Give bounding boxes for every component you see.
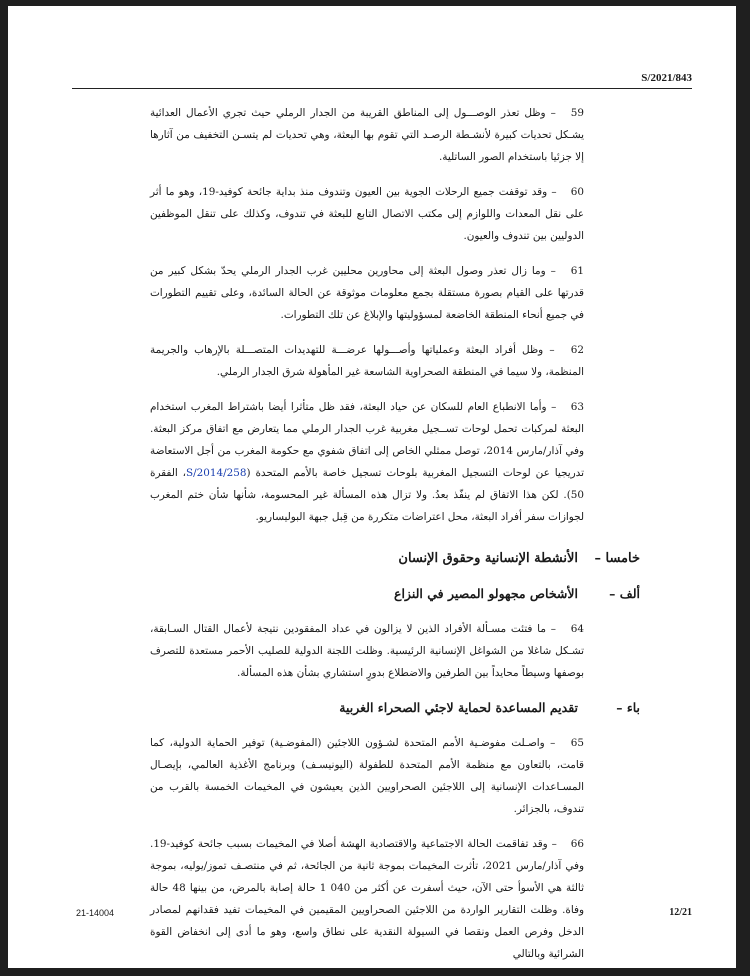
paragraph-63: 63 – وأما الانطباع العام للسكان عن حياد البعثة، فقد ظل متأثرا أيضا باشتراط المغرب استخدام البعثة لمركبات تحمل لوحات تســجيل مغربية غرب الجدار الرملي مما يتعارض مع اتفاق مركز البعثة. وفي آذار/مارس 2014، توصل ممثلي الخاص إلى اتفاق شفوي مع حكومة المغرب من أجل الاستعاضة تدريجيا عن لوحات التسجيل المغربية بلوحات تسجيل خاصة بالأمم المتحدة (S/2014/258، الفقرة 50). لكن هذا الاتفاق لم ينفّذ بعدُ. ولا تزال هذه المسألة غير المحسومة، شأنها شأن ختم المغرب لجوازات سفر أفراد البعثة، محل اعتراضات متكررة من قِبل جبهة البوليساريو.	[150, 396, 584, 528]
paragraph-text: وظل أفراد البعثة وعملياتها وأصـــولها عرضـــة للتهديدات المتصـــلة بالإرهاب والجريمة المنظمة، ولا سيما في المنطقة الصحراوية الشاسعة غير المأهولة شرق الجدار الرملي.	[150, 344, 584, 378]
paragraph-64: 64 – ما فتئت مسـألة الأفراد الذين لا يزالون في عداد المفقودين نتيجة لأعمال القتال السـابقة، تشـكل شاغلا من الشواغل الإنسانية الرئيسية. وظلت اللجنة الدولية للصليب الأحمر مستعدة للتصرف بوصفها وسيطاً محايداً بين الطرفين والاضطلاع بدورٍ استشاري بشأن هذه المسألة.	[150, 618, 584, 684]
paragraph-text: ، الفقرة 50). لكن هذا الاتفاق لم ينفّذ بعدُ. ولا تزال هذه المسألة غير المحسومة، شأنها شأن ختم المغرب لجوازات سفر أفراد البعثة، محل اعتراضات متكررة من قِبل جبهة البوليساريو.	[150, 467, 584, 523]
paragraph-text: وأما الانطباع العام للسكان عن حياد البعثة، فقد ظل متأثرا أيضا باشتراط المغرب استخدام البعثة لمركبات تحمل لوحات تســجيل مغربية غرب الجدار الرملي مما يتعارض مع اتفاق مركز البعثة. وفي آذار/مارس 2014، توصل ممثلي الخاص إلى اتفاق شفوي مع حكومة المغرب من أجل الاستعاضة تدريجيا عن لوحات التسجيل المغربية بلوحات تسجيل خاصة بالأمم المتحدة (	[150, 401, 585, 479]
paragraph-59: 59 – وظل تعذر الوصـــول إلى المناطق القريبة من الجدار الرملي حيث تجري الأعمال العدائية يشـكل تحديات كبيرة لأنشـطة الرصـد التي تقوم بها البعثة، وهي تحديات لم يتسـن التخفيف من آثارها إلا جزئيا باستخدام الصور الساتلية.	[150, 102, 584, 168]
paragraph-number: 63	[570, 401, 584, 413]
paragraph-number: 59	[570, 107, 585, 119]
document-symbol: S/2021/843	[641, 72, 692, 84]
paragraph-66: 66 – وقد تفاقمت الحالة الاجتماعية والاقتصادية الهشة أصلا في المخيمات بسبب جائحة كوفيد-19. وفي آذار/مارس 2021، تأثرت المخيمات بموجة ثانية من الجائحة، ثم في منتصـف تموز/يوليه، بموجة ثالثة هي الأسوأ حتى الآن، حيث أسفرت عن أكثر من 040 1 حالة إصابة بالمرض، من بينها 48 حالة وفاة. وظلت التقارير الواردة من اللاجئين الصحراويين المقيمين في المخيمات تفيد فقدانهم لمصادر الدخل وفرص العمل ونقصا في السيولة النقدية على نطاق واسع، وهو ما أدى إلى انخفاض القوة الشرائية وبالتالي	[150, 833, 584, 965]
subsection-heading-a	[150, 583, 640, 605]
paragraph-62: 62 – وظل أفراد البعثة وعملياتها وأصـــولها عرضـــة للتهديدات المتصـــلة بالإرهاب والجريمة المنظمة، ولا سيما في المنطقة الصحراوية الشاسعة غير المأهولة شرق الجدار الرملي.	[150, 339, 584, 383]
paragraph-text: ما فتئت مسـألة الأفراد الذين لا يزالون في عداد المفقودين نتيجة لأعمال القتال السـابقة، تشـكل شاغلا من الشواغل الإنسانية الرئيسية. وظلت اللجنة الدولية للصليب الأحمر مستعدة للتصرف بوصفها وسيطاً محايداً بين الطرفين والاضطلاع بدورٍ استشاري بشأن هذه المسألة.	[150, 623, 584, 679]
paragraph-text: واصـلت مفوضـية الأمم المتحدة لشـؤون اللاجئين (المفوضـية) توفير الحماية الدولية، كما قامت، بالتعاون مع منظمة الأمم المتحدة للطفولة (اليونيسـف) وبرنامج الأغذية العالمي، بإيصـال المسـاعدات الإنسانية إلى اللاجئين الصحراويين الذين يعيشون في المخيمات الخمسة بالقرب من تندوف، بالجزائر.	[150, 737, 584, 815]
paragraph-number: 60	[570, 186, 585, 198]
paragraph-text: وظل تعذر الوصـــول إلى المناطق القريبة من الجدار الرملي حيث تجري الأعمال العدائية يشـكل تحديات كبيرة لأنشـطة الرصـد التي تقوم بها البعثة، وهي تحديات لم يتسـن التخفيف من آثارها إلا جزئيا باستخدام الصور الساتلية.	[150, 107, 584, 163]
section-title: الأنشطة الإنسانية وحقوق الإنسان	[398, 551, 578, 566]
header-rule	[72, 88, 692, 89]
section-label: خامسا –	[594, 551, 640, 566]
paragraph-number: 62	[570, 344, 584, 356]
document-page	[8, 6, 736, 968]
subsection-title: تقديم المساعدة لحماية لاجئي الصحراء الغربية	[339, 700, 578, 715]
document-link[interactable]: S/2014/258	[186, 467, 247, 479]
subsection-label: باء –	[616, 700, 640, 715]
subsection-heading-b	[150, 697, 640, 719]
paragraph-text: وما زال تعذر وصول البعثة إلى محاورين محليين غرب الجدار الرملي يحدّ بشكل كبير من قدرتها على القيام بصورة مستقلة بجمع معلومات موثوقة عن الحالة السائدة، وعلى تقييم التطورات في جميع أنحاء المنطقة الخاضعة لمسؤوليتها والإبلاغ عن تلك التطورات.	[150, 265, 584, 321]
paragraph-61: 61 – وما زال تعذر وصول البعثة إلى محاورين محليين غرب الجدار الرملي يحدّ بشكل كبير من قدرتها على القيام بصورة مستقلة بجمع معلومات موثوقة عن الحالة السائدة، وعلى تقييم التطورات في جميع أنحاء المنطقة الخاضعة لمسؤوليتها والإبلاغ عن تلك التطورات.	[150, 260, 584, 326]
paragraph-number: 65	[570, 737, 584, 749]
paragraph-number: 64	[570, 623, 584, 635]
paragraph-number: 61	[570, 265, 584, 277]
section-heading	[150, 548, 640, 570]
paragraph-text: وقد تفاقمت الحالة الاجتماعية والاقتصادية الهشة أصلا في المخيمات بسبب جائحة كوفيد-19. وفي آذار/مارس 2021، تأثرت المخيمات بموجة ثانية من الجائحة، ثم في منتصـف تموز/يوليه، بموجة ثالثة هي الأسوأ حتى الآن، حيث أسفرت عن أكثر من 040 1 حالة إصابة بالمرض، من بينها 48 حالة وفاة. وظلت التقارير الواردة من اللاجئين الصحراويين المقيمين في المخيمات تفيد فقدانهم لمصادر الدخل وفرص العمل ونقصا في السيولة النقدية على نطاق واسع، وهو ما أدى إلى انخفاض القوة الشرائية وبالتالي	[150, 838, 584, 960]
paragraph-65: 65 – واصـلت مفوضـية الأمم المتحدة لشـؤون اللاجئين (المفوضـية) توفير الحماية الدولية، كما قامت، بالتعاون مع منظمة الأمم المتحدة للطفولة (اليونيسـف) وبرنامج الأغذية العالمي، بإيصـال المسـاعدات الإنسانية إلى اللاجئين الصحراويين الذين يعيشون في المخيمات الخمسة بالقرب من تندوف، بالجزائر.	[150, 732, 584, 820]
paragraph-text: وقد توقفت جميع الرحلات الجوية بين العيون وتندوف منذ بداية جائحة كوفيد-19، وهو ما أثر على نقل المعدات واللوازم إلى مكتب الاتصال التابع للبعثة في تندوف، وكذلك على تنقل الموظفين الدوليين بين تندوف والعيون.	[150, 186, 584, 242]
document-body	[150, 102, 640, 968]
paragraph-number: 66	[570, 838, 584, 850]
document-number: 21-14004	[76, 908, 115, 918]
subsection-title: الأشخاص مجهولو المصير في النزاع	[393, 586, 578, 601]
page-number: 12/21	[669, 907, 692, 918]
subsection-label: ألف –	[609, 586, 640, 601]
paragraph-60: 60 – وقد توقفت جميع الرحلات الجوية بين العيون وتندوف منذ بداية جائحة كوفيد-19، وهو ما أثر على نقل المعدات واللوازم إلى مكتب الاتصال التابع للبعثة في تندوف، وكذلك على تنقل الموظفين الدوليين بين تندوف والعيون.	[150, 181, 584, 247]
